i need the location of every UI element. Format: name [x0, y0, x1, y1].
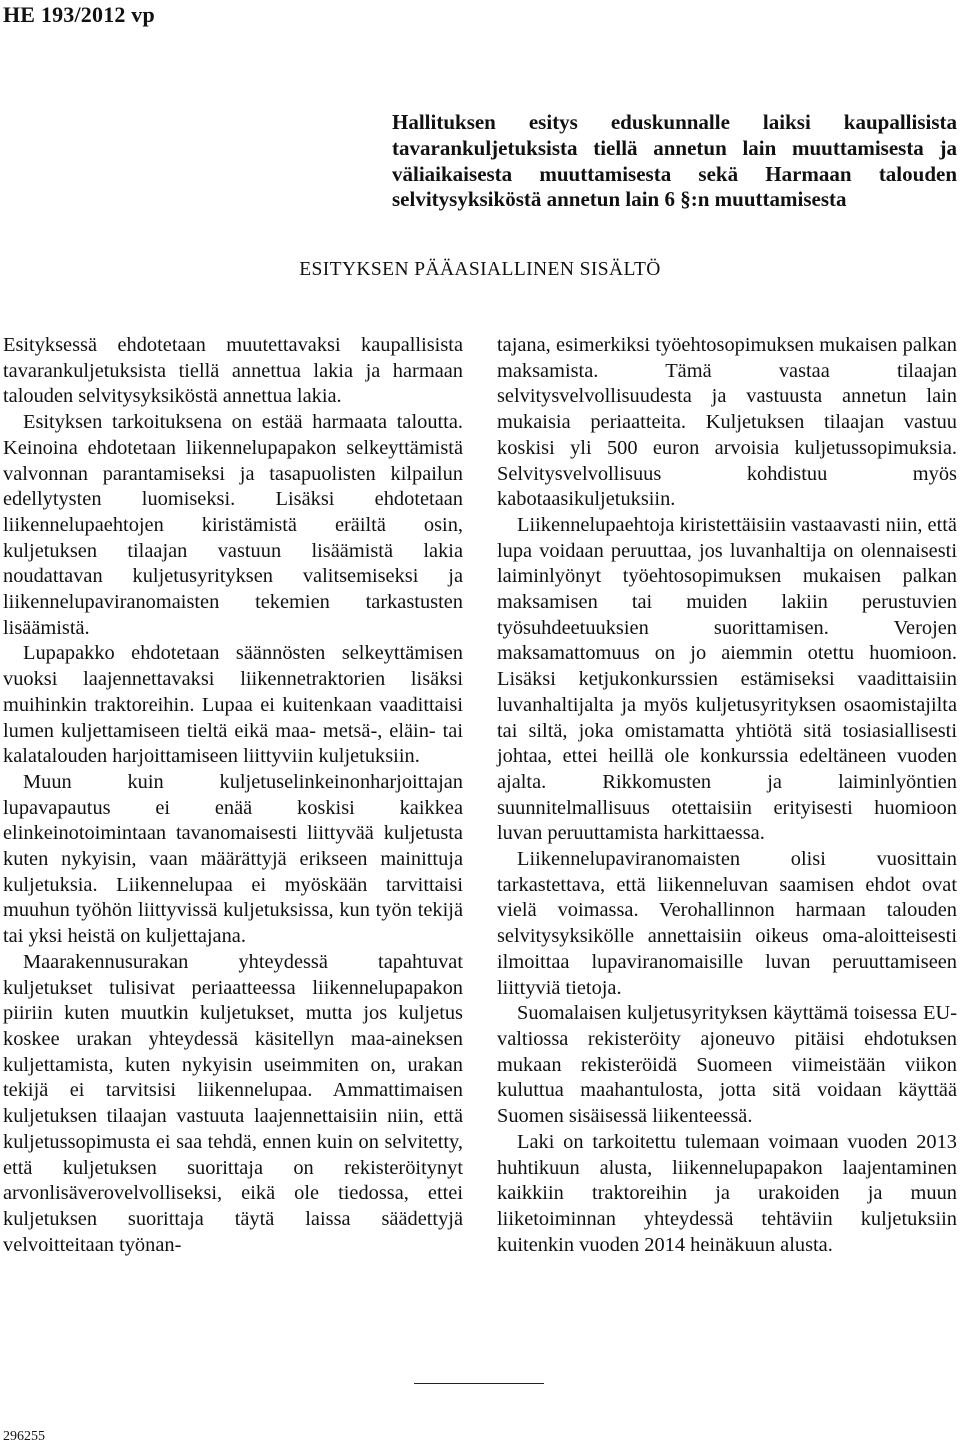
paragraph: Maarakennusurakan yhteydessä tapahtuvat kuljetukset tulisivat periaatteessa liikennelupapakon piiriin kuten muutkin kuljetukset, mutta jos kuljetus koskee urakan yhteydessä käsitellyn maa-aineksen kuljettamista, kuten nykyisin useimmiten on, urakan tekijä ei tarvitsisi liikennelupaa. Ammattimaisen kuljetuksen tilaajan vastuuta laajennettaisiin niin, että kuljetussopimusta ei saa tehdä, ennen kuin on selvitetty, että kuljetuksen suorittaja on rekisteröitynyt arvonlisäverovelvolliseksi, eikä ole tiedossa, ettei kuljetuksen suorittaja täytä laissa säädettyjä velvoitteitaan työnan- — [3, 950, 463, 1256]
paragraph: Muun kuin kuljetuselinkeinonharjoittajan lupavapautus ei enää koskisi kaikkea elinkeinotoimintaan tavanomaisesti liittyvää kuljetusta kuten nykyisin, vaan määrättyjä erikseen mainittuja kuljetuksia. Liikennelupaa ei myöskään tarvittaisi muuhun työhön liittyvissä kuljetuksissa, kun työn tekijä tai yksi heistä on kuljettajana. — [3, 770, 463, 948]
left-column — [3, 333, 463, 1258]
footnote-divider — [414, 1383, 544, 1384]
document-title: Hallituksen esitys eduskunnalle laiksi kaupallisista tavarankuljetuksista tiellä annetun lain muuttamisesta ja väliaikaisesta muuttamisesta sekä Harmaan talouden selvitysyksiköstä annetun lain 6 §:n muuttamisesta — [392, 110, 957, 212]
document-id: HE 193/2012 vp — [3, 2, 155, 27]
page-number: 296255 — [3, 1429, 45, 1444]
right-column — [497, 333, 957, 1258]
paragraph: Esityksessä ehdotetaan muutettavaksi kaupallisista tavarankuljetuksista tiellä annettua lakia ja harmaan talouden selvitysyksiköstä annettua lakia. — [3, 334, 463, 408]
paragraph: tajana, esimerkiksi työehtosopimuksen mukaisen palkan maksamista. Tämä vastaa tilaajan selvitysvelvollisuudesta ja vastuusta annetun lain mukaisia periaatteita. Kuljetuksen tilaajan vastuu koskisi yli 500 euron arvoisia kuljetussopimuksia. Selvitysvelvollisuus kohdistuu myös kabotaasikuljetuksiin. — [497, 334, 957, 511]
paragraph: Laki on tarkoitettu tulemaan voimaan vuoden 2013 huhtikuun alusta, liikennelupapakon laajentaminen kaikkiin traktoreihin ja urakoiden ja muun liiketoiminnan yhteydessä tehtäviin kuljetuksiin kuitenkin vuoden 2014 heinäkuun alusta. — [497, 1130, 957, 1256]
paragraph: Liikennelupaviranomaisten olisi vuosittain tarkastettava, että liikenneluvan saamisen ehdot ovat vielä voimassa. Verohallinnon harmaan talouden selvitysyksikölle annettaisiin oikeus oma-aloitteisesti ilmoittaa lupaviranomaisille luvan peruuttamiseen liittyviä tietoja. — [497, 848, 957, 999]
paragraph: Suomalaisen kuljetusyrityksen käyttämä toisessa EU-valtiossa rekisteröity ajoneuvo pitäisi ehdotuksen mukaan rekisteröidä Suomeen viimeistään viikon kuluttua maahantulosta, jotta sitä voidaan käyttää Suomen sisäisessä liikenteessä. — [497, 1002, 957, 1128]
paragraph: Esityksen tarkoituksena on estää harmaata taloutta. Keinoina ehdotetaan liikennelupapakon selkeyttämistä valvonnan parantamiseksi ja tasapuolisten kilpailun edellytysten luomiseksi. Lisäksi ehdotetaan liikennelupaehtojen kiristämistä eräiltä osin, kuljetuksen tilaajan vastuun lisäämistä lakia noudattavan kuljetusyrityksen valitsemiseksi ja liikennelupaviranomaisten tekemien tarkastusten lisäämistä. — [3, 411, 463, 639]
section-heading: ESITYKSEN PÄÄASIALLINEN SISÄLTÖ — [299, 259, 661, 280]
paragraph: Liikennelupaehtoja kiristettäisiin vastaavasti niin, että lupa voidaan peruuttaa, jos luvanhaltija on olennaisesti laiminlyönyt työehtosopimuksen mukaisen palkan maksamisen tai muiden lakiin perustuvien työsuhdeetuuksien suorittamisen. Verojen maksamattomuus on jo aiemmin otettu huomioon. Lisäksi ketjukonkurssien estämiseksi vaadittaisiin luvanhaltijalta ja myös kuljetusyrityksen osaomistajilta tai siltä, joka omistamatta yhtiötä sitä tosiasiallisesti johtaa, ettei heillä ole konkurssia edeltäneen vuoden ajalta. Rikkomusten ja laiminlyöntien suunnitelmallisuus otettaisiin erityisesti huomioon luvan peruuttamista harkittaessa. — [497, 513, 957, 845]
paragraph: Lupapakko ehdotetaan säännösten selkeyttämisen vuoksi laajennettavaksi liikennetraktorien lisäksi muihinkin traktoreihin. Lupaa ei kuitenkaan vaadittaisi lumen kuljettamiseen tieltä eikä maa- metsä-, eläin- tai kalatalouden harjoittamiseen liittyviin kuljetuksiin. — [3, 642, 463, 768]
